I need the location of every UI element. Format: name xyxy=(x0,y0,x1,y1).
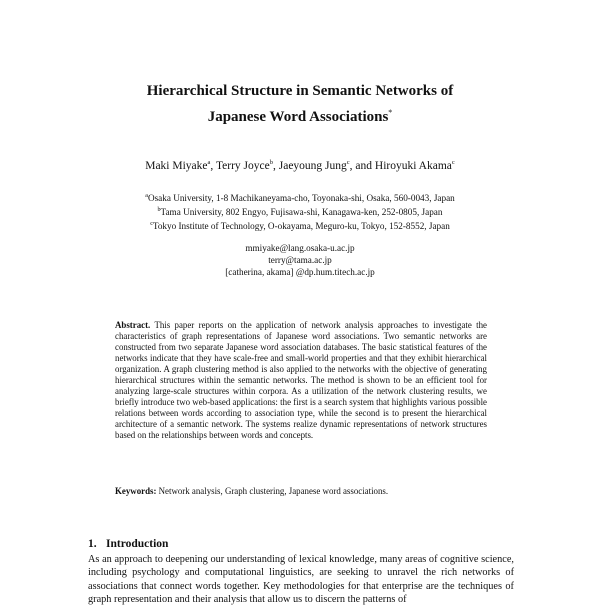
affiliation-text: Tama University, 802 Engyo, Fujisawa-shi, Kanagawa-ken, 252-0805, Japan xyxy=(160,207,443,218)
affiliation-text: Tokyo Institute of Technology, O-okayama, Meguro-ku, Tokyo, 152-8552, Japan xyxy=(152,221,450,232)
email-line-2 xyxy=(0,254,600,266)
section-title: Introduction xyxy=(106,538,169,550)
affiliation-mark: a xyxy=(145,193,148,199)
email-line-1 xyxy=(0,242,600,254)
affiliation-b xyxy=(0,204,600,219)
author-affil-mark: b xyxy=(269,159,273,166)
author-name: Terry Joyce xyxy=(215,159,270,172)
affiliation-a xyxy=(0,190,600,205)
abstract-block xyxy=(115,320,487,442)
author-separator: , xyxy=(349,159,356,172)
affiliation-mark: c xyxy=(150,221,153,227)
author-separator: , xyxy=(272,159,279,172)
affiliation-mark: b xyxy=(157,207,161,213)
author-name: Jaeyoung Jung xyxy=(278,159,347,172)
title-text-2: Japanese Word Associations xyxy=(207,109,389,125)
email-address: [catherina, akama] @dp.hum.titech.ac.jp xyxy=(225,267,375,277)
keywords-text: Network analysis, Graph clustering, Japanese word associations. xyxy=(158,486,389,496)
author-name: Maki Miyake xyxy=(145,159,208,172)
affiliation-c xyxy=(0,218,600,233)
title-footnote-mark: * xyxy=(388,108,393,117)
title-text-1: Hierarchical Structure in Semantic Networks of xyxy=(146,83,454,99)
keywords-label: Keywords: xyxy=(115,486,157,496)
abstract-label: Abstract. xyxy=(115,320,151,330)
abstract-text: This paper reports on the application of network analysis approaches to investigate the characteristics of graph representations of Japanese word associations. Two semantic networks are constructed from two separate Japanese word association databases. The basic statistical features of the networks indicate that they have scale-free and small-world properties and that they exhibit hierarchical organization. A graph clustering method is also applied to the networks with the objective of generating hierarchical structures within the semantic networks. The method is shown to be an efficient tool for analyzing large-scale structures within corpora. As a utilization of the network clustering results, we briefly introduce two web-based applications: the first is a search system that highlights various possible relations between words according to association type, while the second is to present the hierarchical architecture of a semantic network. The systems realize dynamic representations of network structures based on the relationships between words and concepts. xyxy=(115,320,487,441)
author-list xyxy=(0,155,600,174)
introduction-paragraph xyxy=(88,553,514,607)
section-number: 1. xyxy=(88,538,97,550)
paper-title-line-2 xyxy=(0,102,600,128)
email-line-3 xyxy=(0,266,600,278)
author-separator: , xyxy=(210,159,216,172)
keywords-block xyxy=(115,486,487,497)
author-name: and Hiroyuki Akama xyxy=(355,159,452,172)
author-affil-mark: a xyxy=(207,159,211,166)
email-address: terry@tama.ac.jp xyxy=(268,255,332,265)
affiliation-text: Osaka University, 1-8 Machikaneyama-cho, Toyonaka-shi, Osaka, 560-0043, Japan xyxy=(147,193,455,204)
paper-title-line-1 xyxy=(0,80,600,102)
author-affil-mark: c xyxy=(346,159,350,166)
author-affil-mark: c xyxy=(451,159,455,166)
section-heading-introduction xyxy=(88,538,168,550)
email-address: mmiyake@lang.osaka-u.ac.jp xyxy=(245,243,355,253)
introduction-text: As an approach to deepening our understanding of lexical knowledge, many areas of cognitive science, including psychology and computational linguistics, are seeking to unravel the rich networks of associations that connect words together. Key methodologies for that enterprise are the techniques of graph representation and their analysis that allow us to discern the patterns of xyxy=(88,554,514,606)
